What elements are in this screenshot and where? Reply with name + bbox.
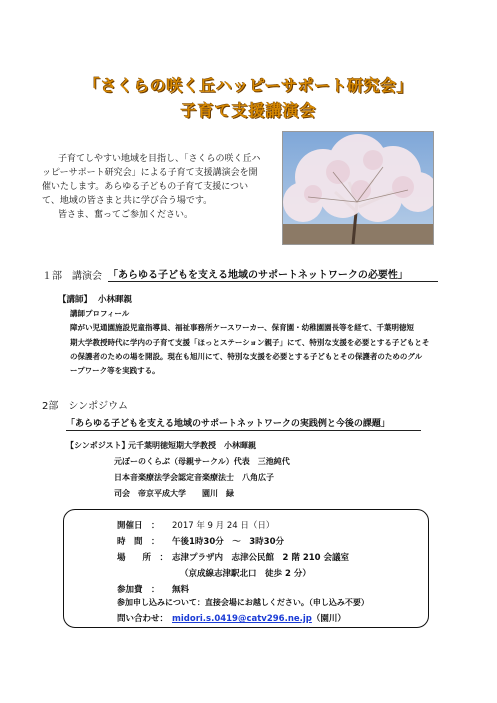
part1-banner: 「あらゆる子どもを支える地域のサポートネットワークの必要性」 [108, 270, 408, 281]
profile-line-4: ープワーク等を実践する。 [70, 366, 160, 375]
part2-banner: 「あらゆる子どもを支える地域のサポートネットワークの実践例と今後の課題」 [66, 419, 390, 429]
date-value: 2017 年 9 月 24 日（日） [172, 521, 275, 531]
profile-label: 講師プロフィール [70, 309, 130, 318]
event-title-line2: 子育て支援講演会 [180, 101, 317, 120]
intro-line-2: ッピーサポート研究会」による子育て支援講演会を開 [42, 168, 258, 178]
symposist-3: 日本音楽療法学会認定音楽療法士 八角広子 [114, 473, 274, 482]
lecturer-name: 小林暉親 [98, 295, 133, 305]
symposist-2: 元ぽーのくらぶ（母親サークル）代表 三池純代 [114, 457, 290, 466]
symposist-label: 【シンポジスト】 [66, 441, 130, 450]
intro-line-3: 催いたします。あらゆる子どもの子育て支援につい [42, 182, 249, 192]
date-label: 開催日 ： [117, 521, 160, 531]
cherry-blossom-photo [282, 131, 434, 245]
part1-rule [108, 281, 438, 282]
contact-person: （園川） [311, 614, 346, 624]
apply-note: 参加申し込みについて：直接会場にお越しください。（申し込み不要） [117, 598, 369, 607]
fee-value: 無料 [172, 585, 190, 595]
place-value: 志津プラザ内 志津公民館 2 階 210 会議室 [172, 553, 350, 563]
intro-line-1: 子育てしやすい地域を目指し、「さくらの咲く丘ハ [58, 154, 261, 164]
access-note: （京成線志津駅北口 徒歩 2 分） [180, 569, 311, 579]
symposist-1: 元千葉明徳短期大学教授 小林暉親 [128, 441, 256, 450]
part2-heading [42, 397, 128, 412]
contact-label: 問い合わせ： [117, 614, 169, 624]
time-value: 午後1時30分 ～ 3時30分 [172, 537, 284, 547]
part2-rule [66, 430, 421, 431]
intro-line-5: 皆さま、奮ってご参加ください。 [58, 210, 194, 220]
time-label: 時 間 ： [117, 537, 160, 547]
contact-email-link[interactable]: midori.s.0419@catv296.ne.jp [172, 614, 312, 624]
event-title-line1: 「さくらの咲く丘ハッピーサポート研究会」 [83, 76, 414, 95]
part2-label: 2部 シンポジウム [42, 401, 129, 412]
contact-line [172, 612, 346, 624]
lecturer-label: 【講師】 [58, 295, 93, 305]
fee-label: 参加費 ： [117, 585, 160, 595]
profile-line-2: 期大学教授時代に学内の子育て支援「ほっとステーション親子」にて、特別な支援を必要とする子どもとそ [70, 338, 430, 347]
intro-line-4: て、地域の皆さまと共に学び合う場です。 [42, 196, 213, 206]
part1-heading [42, 267, 102, 282]
profile-line-3: の保護者のための場を開設。現在も旭川にて、特別な支援を必要とする子どもとその保護者のためのグル [70, 352, 423, 361]
part1-label: １部 講演会 [42, 271, 102, 282]
place-label: 場 所 ： [117, 553, 169, 563]
profile-line-1: 障がい児通園施設児童指導員、福祉事務所ケースワーカー、保育園・幼稚園園長等を経て、千葉明徳短 [70, 323, 415, 332]
moderator: 司会 帝京平成大学 園川 緑 [114, 489, 234, 498]
